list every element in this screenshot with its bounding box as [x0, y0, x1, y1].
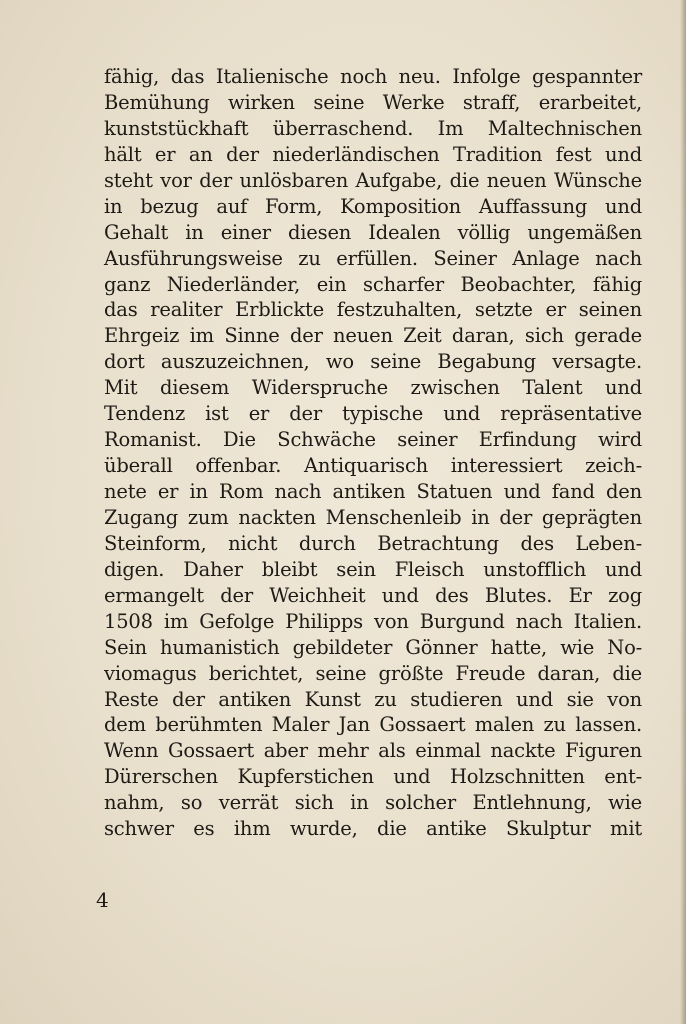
text-line: das realiter Erblickte festzuhalten, setzte er seinen [104, 298, 642, 322]
text-line: kunststückhaft überraschend. Im Maltechnischen [104, 116, 642, 140]
text-line: ganz Niederländer, ein scharfer Beobachter, fähig [104, 272, 642, 296]
page-edge-shadow [680, 0, 686, 1024]
text-line: Wenn Gossaert aber mehr als einmal nackte Figuren [104, 739, 642, 763]
text-line: Tendenz ist er der typische und repräsentative [104, 402, 642, 426]
text-line: nahm, so verrät sich in solcher Entlehnung, wie [104, 791, 642, 815]
text-line: hält er an der niederländischen Tradition fest und [104, 142, 642, 166]
text-line: in bezug auf Form, Komposition Auffassung und [104, 194, 642, 218]
text-line: Dürerschen Kupferstichen und Holzschnitten ent- [104, 765, 642, 789]
text-line: 1508 im Gefolge Philipps von Burgund nach Italien. [104, 609, 642, 633]
text-line: dort auszuzeichnen, wo seine Begabung versagte. [104, 350, 642, 374]
text-line: steht vor der unlösbaren Aufgabe, die neuen Wünsche [104, 168, 642, 192]
text-line: ermangelt der Weichheit und des Blutes. Er zog [104, 583, 642, 607]
text-line: Sein humanistich gebildeter Gönner hatte, wie No- [104, 635, 642, 659]
text-line: fähig, das Italienische noch neu. Infolge gespannter [104, 65, 642, 88]
text-line: Zugang zum nackten Menschenleib in der geprägten [104, 505, 642, 529]
text-line: Steinform, nicht durch Betrachtung des Leben- [104, 531, 642, 555]
text-line: Romanist. Die Schwäche seiner Erfindung wird [104, 428, 642, 452]
text-line: Ausführungsweise zu erfüllen. Seiner Anlage nach [104, 246, 642, 270]
text-line: überall offenbar. Antiquarisch interessiert zeich- [104, 454, 642, 478]
text-line: Ehrgeiz im Sinne der neuen Zeit daran, sich gerade [104, 324, 642, 348]
text-line: Mit diesem Widerspruche zwischen Talent und [104, 376, 642, 400]
body-text [104, 64, 642, 842]
text-line: nete er in Rom nach antiken Statuen und fand den [104, 480, 642, 503]
text-line: digen. Daher bleibt sein Fleisch unstofflich und [104, 557, 642, 581]
text-line: Reste der antiken Kunst zu studieren und sie von [104, 687, 642, 711]
text-line: dem berühmten Maler Jan Gossaert malen zu lassen. [104, 713, 642, 737]
text-line: Bemühung wirken seine Werke straff, erarbeitet, [104, 90, 642, 114]
text-line: Gehalt in einer diesen Idealen völlig ungemäßen [104, 220, 642, 244]
text-line: schwer es ihm wurde, die antike Skulptur mit [104, 817, 642, 841]
text-line: viomagus berichtet, seine größte Freude daran, die [104, 661, 642, 685]
page-number: 4 [96, 888, 109, 912]
